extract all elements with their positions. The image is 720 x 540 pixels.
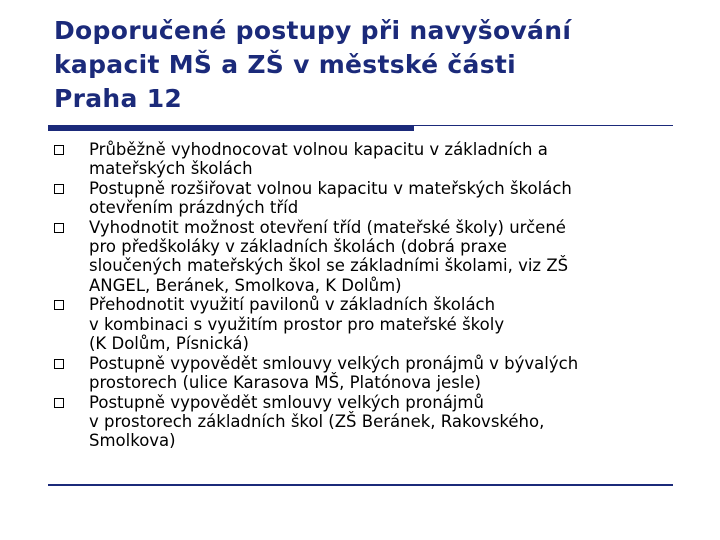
slide-title-line: kapacit MŠ a ZŠ v městské části: [54, 50, 517, 79]
bullet-text-line: Postupně vypovědět smlouvy velkých pronájmů: [89, 392, 484, 412]
bullet-item: [54, 295, 684, 353]
bullet-text-line: v prostorech základních škol (ZŠ Beránek, Rakovského,: [89, 411, 545, 431]
hollow-square-bullet-icon: [54, 223, 64, 233]
title-divider-accent: [48, 125, 414, 131]
slide-title-line: Doporučené postupy při navyšování: [54, 16, 572, 45]
bullet-item: [54, 218, 684, 295]
bullet-text-line: Smolkova): [89, 431, 176, 451]
bullet-item: [54, 354, 684, 392]
hollow-square-bullet-icon: [54, 184, 64, 194]
hollow-square-bullet-icon: [54, 300, 64, 310]
hollow-square-bullet-icon: [54, 359, 64, 369]
hollow-square-bullet-icon: [54, 398, 64, 408]
bullet-text-line: mateřských školách: [89, 159, 253, 179]
slide-title-line: Praha 12: [54, 84, 183, 113]
hollow-square-bullet-icon: [54, 145, 64, 155]
bullet-list: [54, 140, 684, 451]
bullet-text-line: (K Dolům, Písnická): [89, 333, 249, 353]
bullet-text-line: pro předškoláky v základních školách (dobrá praxe: [89, 237, 507, 257]
bullet-item: [54, 179, 684, 217]
bullet-text-line: otevřením prázdných tříd: [89, 198, 299, 218]
bullet-text-line: Postupně vypovědět smlouvy velkých pronájmů v bývalých: [89, 353, 579, 373]
bullet-text-line: Vyhodnotit možnost otevření tříd (mateřské školy) určené: [89, 218, 566, 237]
bullet-text-line: prostorech (ulice Karasova MŠ, Platónova jesle): [89, 372, 481, 392]
bullet-text-line: Přehodnotit využití pavilonů v základních školách: [89, 295, 496, 315]
bullet-text-line: Průběžně vyhodnocovat volnou kapacitu v základních a: [89, 140, 548, 159]
bullet-text-line: sloučených mateřských škol se základními školami, viz ZŠ: [89, 256, 569, 276]
bullet-item: [54, 140, 684, 178]
bullet-text-line: v kombinaci s využitím prostor pro mateřské školy: [89, 314, 505, 334]
bullet-text-line: Postupně rozšiřovat volnou kapacitu v mateřských školách: [89, 179, 572, 198]
footer-divider-line: [48, 484, 673, 486]
slide-title: [54, 14, 674, 116]
bullet-text-line: ANGEL, Beránek, Smolkova, K Dolům): [89, 275, 402, 295]
bullet-item: [54, 393, 684, 451]
